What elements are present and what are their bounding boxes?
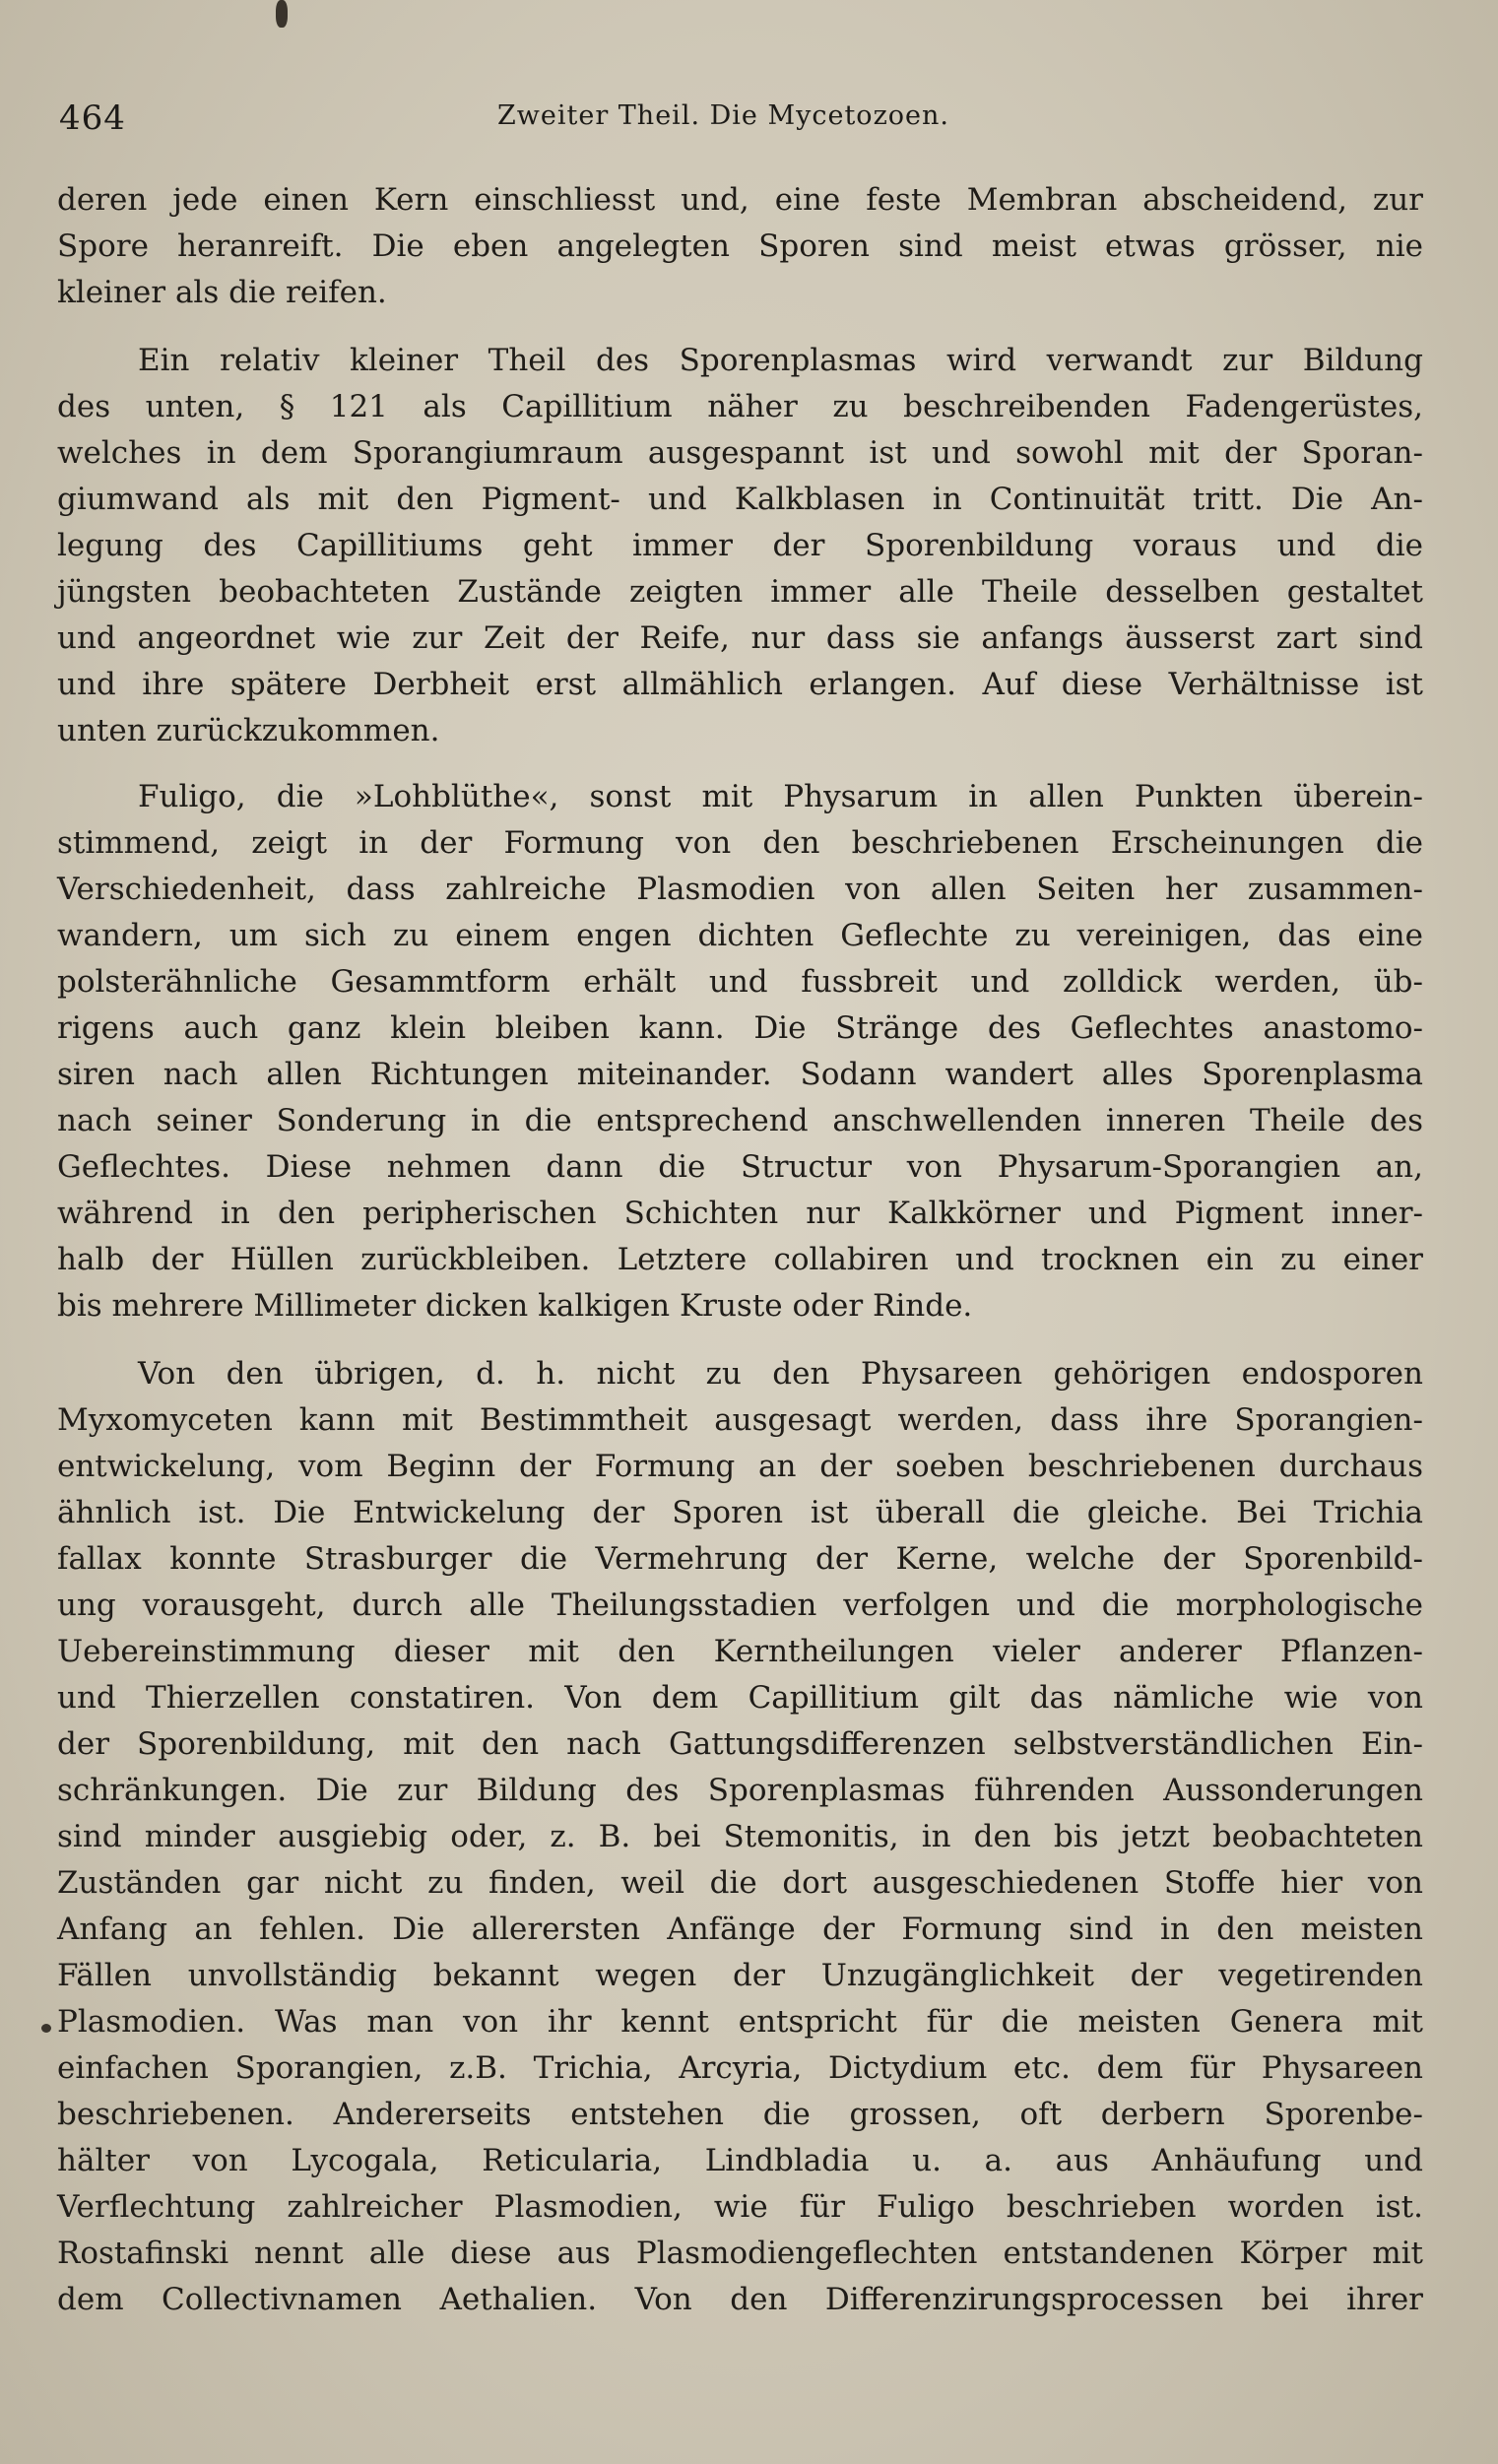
text-line: Spore heranreift. Die eben angelegten Sporen sind meist etwas grösser, nie xyxy=(57,228,1423,264)
text-line: beschriebenen. Andererseits entstehen die grossen, oft derbern Sporenbe- xyxy=(57,2097,1423,2132)
text-line: bis mehrere Millimeter dicken kalkigen Kruste oder Rinde. xyxy=(57,1288,973,1324)
text-line: Verschiedenheit, dass zahlreiche Plasmodien von allen Seiten her zusammen- xyxy=(57,872,1423,907)
text-line: deren jede einen Kern einschliesst und, eine feste Membran abscheidend, zur xyxy=(57,182,1423,218)
text-line: hälter von Lycogala, Reticularia, Lindbladia u. a. aus Anhäufung und xyxy=(57,2143,1423,2178)
ink-speck xyxy=(276,0,288,28)
text-line: einfachen Sporangien, z.B. Trichia, Arcyria, Dictydium etc. dem für Physareen xyxy=(57,2050,1423,2086)
text-line: legung des Capillitiums geht immer der Sporenbildung voraus und die xyxy=(57,528,1423,563)
text-line: ähnlich ist. Die Entwickelung der Sporen ist überall die gleiche. Bei Trichia xyxy=(57,1495,1423,1530)
text-line: stimmend, zeigt in der Formung von den beschriebenen Erscheinungen die xyxy=(57,825,1423,861)
text-line: der Sporenbildung, mit den nach Gattungsdifferenzen selbstverständlichen Ein- xyxy=(57,1726,1423,1762)
text-line: giumwand als mit den Pigment- und Kalkblasen in Continuität tritt. Die An- xyxy=(57,482,1423,517)
text-line: nach seiner Sonderung in die entsprechend anschwellenden inneren Theile des xyxy=(57,1103,1423,1138)
text-line: Fällen unvollständig bekannt wegen der Unzugänglichkeit der vegetirenden xyxy=(57,1958,1423,1993)
text-line: des unten, § 121 als Capillitium näher zu beschreibenden Fadengerüstes, xyxy=(57,389,1423,424)
ink-speck xyxy=(41,2024,51,2033)
text-line: dem Collectivnamen Aethalien. Von den Differenzirungsprocessen bei ihrer xyxy=(57,2282,1423,2317)
text-line: jüngsten beobachteten Zustände zeigten immer alle Theile desselben gestaltet xyxy=(57,574,1423,610)
text-line: polsterähnliche Gesammtform erhält und fussbreit und zolldick werden, üb- xyxy=(57,964,1423,1000)
text-line: wandern, um sich zu einem engen dichten Geflechte zu vereinigen, das eine xyxy=(57,918,1423,953)
text-line: fallax konnte Strasburger die Vermehrung der Kerne, welche der Sporenbild- xyxy=(57,1541,1423,1577)
paragraph-4 xyxy=(57,1351,1423,2323)
text-line: unten zurückzukommen. xyxy=(57,713,440,748)
text-line: rigens auch ganz klein bleiben kann. Die Stränge des Geflechtes anastomo- xyxy=(57,1010,1423,1046)
text-line: Rostafinski nennt alle diese aus Plasmodiengeflechten entstandenen Körper mit xyxy=(57,2236,1423,2271)
text-line: Verflechtung zahlreicher Plasmodien, wie für Fuligo beschrieben worden ist. xyxy=(57,2189,1423,2225)
running-head: Zweiter Theil. Die Mycetozoen. xyxy=(497,100,949,131)
text-line: sind minder ausgiebig oder, z. B. bei Stemonitis, in den bis jetzt beobachteten xyxy=(57,1819,1423,1854)
text-line: Uebereinstimmung dieser mit den Kerntheilungen vieler anderer Pflanzen- xyxy=(57,1634,1423,1669)
text-line: Fuligo, die »Lohblüthe«, sonst mit Physarum in allen Punkten überein- xyxy=(138,779,1423,814)
text-line: und Thierzellen constatiren. Von dem Capillitium gilt das nämliche wie von xyxy=(57,1680,1423,1716)
page-number: 464 xyxy=(59,98,126,138)
text-line: während in den peripherischen Schichten nur Kalkkörner und Pigment inner- xyxy=(57,1196,1423,1231)
text-line: Myxomyceten kann mit Bestimmtheit ausgesagt werden, dass ihre Sporangien- xyxy=(57,1402,1423,1438)
text-line: und angeordnet wie zur Zeit der Reife, nur dass sie anfangs äusserst zart sind xyxy=(57,620,1423,656)
text-line: Geflechtes. Diese nehmen dann die Structur von Physarum-Sporangien an, xyxy=(57,1149,1423,1185)
text-line: halb der Hüllen zurückbleiben. Letztere collabiren und trocknen ein zu einer xyxy=(57,1242,1423,1277)
text-line: und ihre spätere Derbheit erst allmählich erlangen. Auf diese Verhältnisse ist xyxy=(57,667,1423,702)
text-line: welches in dem Sporangiumraum ausgespannt ist und sowohl mit der Sporan- xyxy=(57,435,1423,471)
text-line: Plasmodien. Was man von ihr kennt entspricht für die meisten Genera mit xyxy=(57,2004,1423,2040)
text-line: ung vorausgeht, durch alle Theilungsstadien verfolgen und die morphologische xyxy=(57,1588,1423,1623)
text-line: Anfang an fehlen. Die allerersten Anfänge der Formung sind in den meisten xyxy=(57,1912,1423,1947)
paragraph-1 xyxy=(57,177,1423,316)
text-line: kleiner als die reifen. xyxy=(57,275,387,310)
text-line: Von den übrigen, d. h. nicht zu den Physareen gehörigen endosporen xyxy=(138,1356,1423,1392)
paragraph-3 xyxy=(57,774,1423,1329)
text-line: entwickelung, vom Beginn der Formung an der soeben beschriebenen durchaus xyxy=(57,1449,1423,1484)
text-line: siren nach allen Richtungen miteinander. Sodann wandert alles Sporenplasma xyxy=(57,1057,1423,1092)
text-line: schränkungen. Die zur Bildung des Sporenplasmas führenden Aussonderungen xyxy=(57,1773,1423,1808)
paragraph-2 xyxy=(57,338,1423,754)
text-line: Ein relativ kleiner Theil des Sporenplasmas wird verwandt zur Bildung xyxy=(138,343,1423,378)
body-text xyxy=(57,177,1423,2323)
text-line: Zuständen gar nicht zu finden, weil die dort ausgeschiedenen Stoffe hier von xyxy=(57,1865,1423,1901)
page-header xyxy=(59,98,1438,148)
